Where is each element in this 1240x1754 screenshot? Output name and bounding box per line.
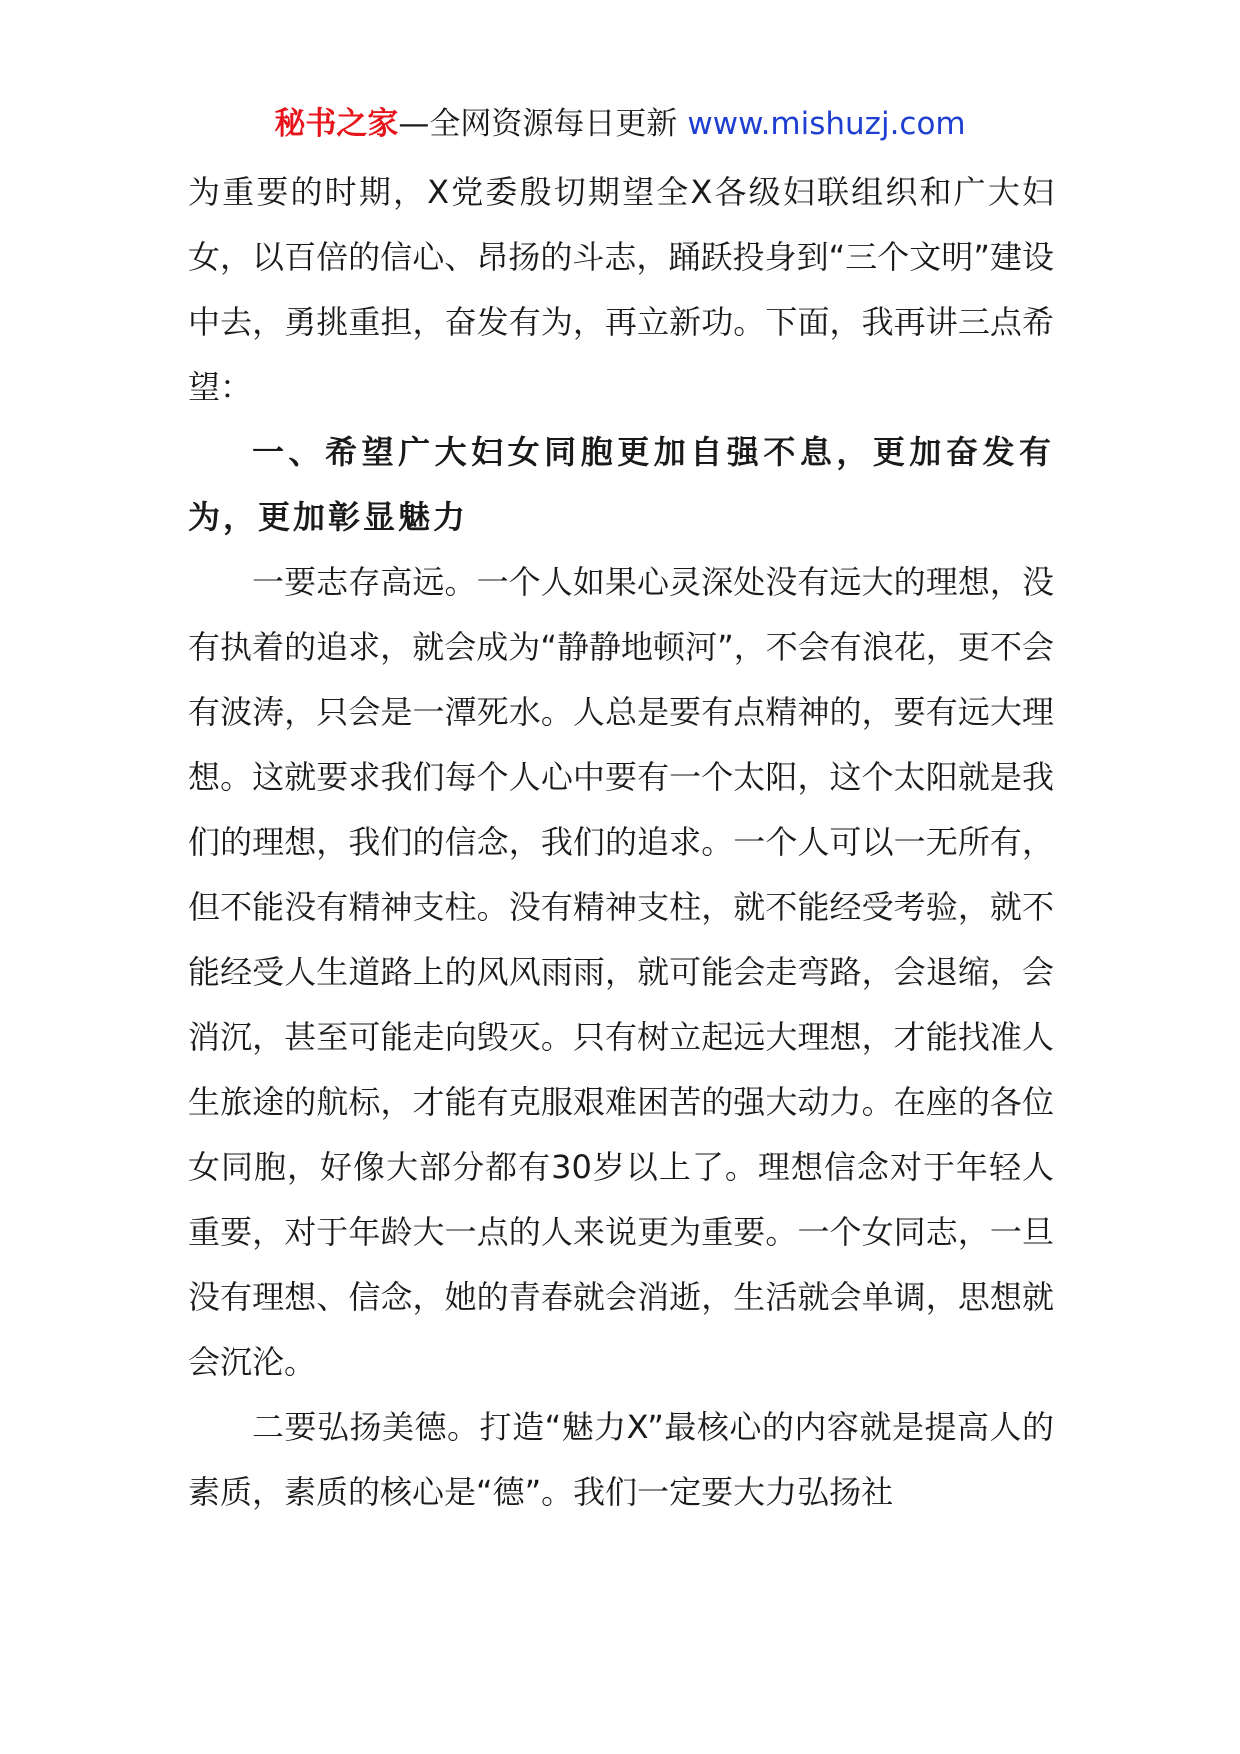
document-body bbox=[188, 160, 1054, 1525]
page-header bbox=[0, 104, 1240, 144]
header-tagline: —全网资源每日更新 bbox=[398, 106, 678, 142]
paragraph-continuation: 为重要的时期，X党委殷切期望全X各级妇联组织和广大妇女，以百倍的信心、昂扬的斗志，踊跃投身到“三个文明”建设中去，勇挑重担，奋发有为，再立新功。下面，我再讲三点希望： bbox=[188, 173, 1054, 406]
paragraph-virtue: 二要弘扬美德。打造“魅力X”最核心的内容就是提高人的素质，素质的核心是“德”。我们一定要大力弘扬社 bbox=[188, 1408, 1054, 1511]
paragraph-ambition: 一要志存高远。一个人如果心灵深处没有远大的理想，没有执着的追求，就会成为“静静地顿河”，不会有浪花，更不会有波涛，只会是一潭死水。人总是要有点精神的，要有远大理想。这就要求我们每个人心中要有一个太阳，这个太阳就是我们的理想，我们的信念，我们的追求。一个人可以一无所有，但不能没有精神支柱。没有精神支柱，就不能经受考验，就不能经受人生道路上的风风雨雨，就可能会走弯路，会退缩，会消沉，甚至可能走向毁灭。只有树立起远大理想，才能找准人生旅途的航标，才能有克服艰难困苦的强大动力。在座的各位女同胞，好像大部分都有30岁以上了。理想信念对于年轻人重要，对于年龄大一点的人来说更为重要。一个女同志，一旦没有理想、信念，她的青春就会消逝，生活就会单调，思想就会沉沦。 bbox=[188, 563, 1054, 1381]
section-heading: 一、希望广大妇女同胞更加自强不息，更加奋发有为，更加彰显魅力 bbox=[188, 433, 1054, 536]
header-url-link[interactable]: www.mishuzj.com bbox=[687, 106, 966, 142]
header-brand: 秘书之家 bbox=[274, 106, 399, 142]
